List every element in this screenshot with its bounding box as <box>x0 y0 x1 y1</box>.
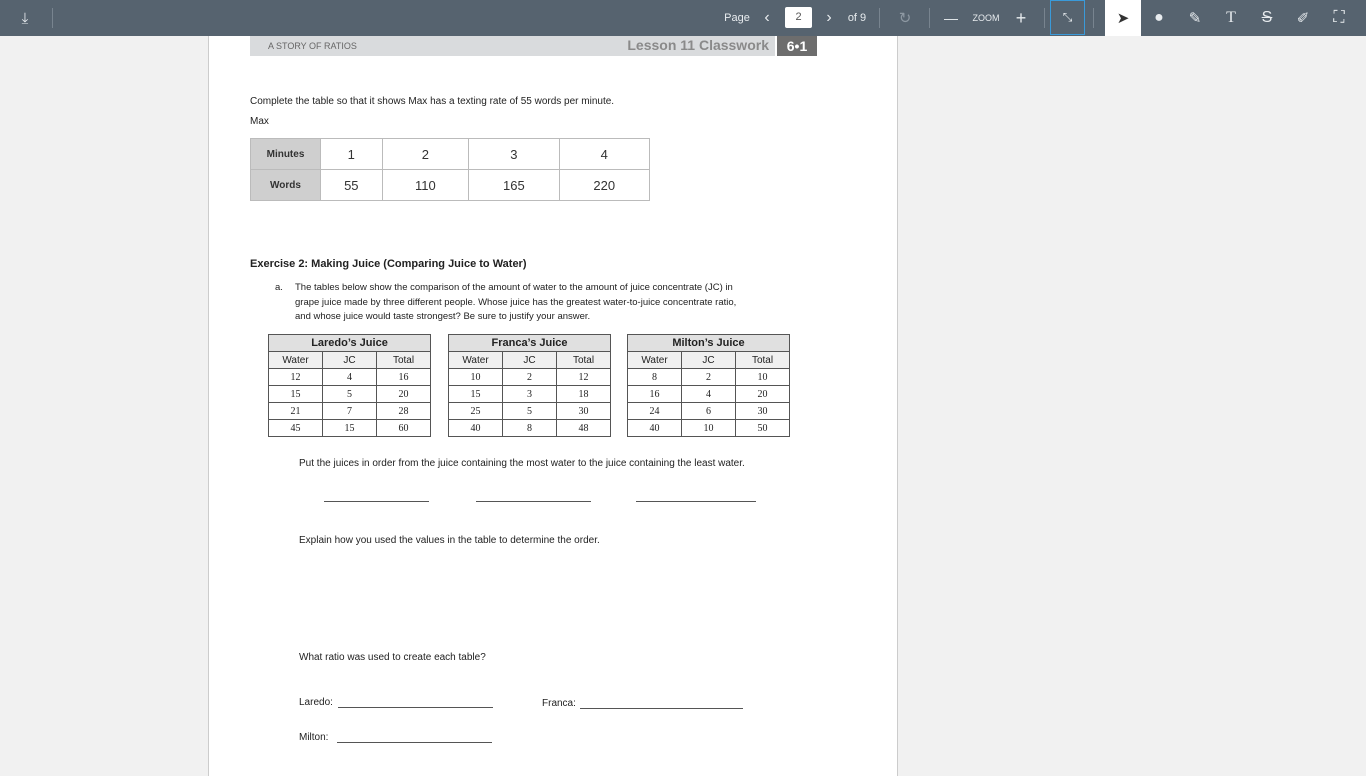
highlighter-icon[interactable]: ✎ <box>1188 10 1202 27</box>
table-row <box>628 403 790 420</box>
column-header: Total <box>377 352 431 369</box>
column-header: Water <box>449 352 503 369</box>
brush-icon[interactable]: ✐ <box>1296 10 1310 27</box>
table-row <box>269 386 431 403</box>
cell[interactable]: 165 <box>469 170 559 201</box>
cell[interactable]: 110 <box>382 170 469 201</box>
cell: 45 <box>269 420 323 437</box>
cell: 15 <box>323 420 377 437</box>
cell: 2 <box>503 369 557 386</box>
juice-table-title: Milton’s Juice <box>628 335 790 352</box>
cell: 20 <box>736 386 790 403</box>
cursor-icon: ➤ <box>1116 10 1130 27</box>
cell: 2 <box>682 369 736 386</box>
header-lesson: Lesson 11 Classwork <box>627 37 769 53</box>
table-row <box>628 369 790 386</box>
franca-answer-line[interactable] <box>580 708 743 709</box>
column-header: Water <box>628 352 682 369</box>
download-icon[interactable]: ⤓ <box>21 9 29 27</box>
ratio-prompt: What ratio was used to create each table? <box>299 652 486 663</box>
crop-icon[interactable]: ⛶ <box>1333 9 1345 26</box>
header-series: A STORY OF RATIOS <box>268 41 357 51</box>
cell: 16 <box>628 386 682 403</box>
column-header: JC <box>503 352 557 369</box>
cell: 8 <box>503 420 557 437</box>
select-tool-button[interactable] <box>1105 0 1141 36</box>
cell: 10 <box>736 369 790 386</box>
juice-table-title: Laredo’s Juice <box>269 335 431 352</box>
item-marker: a. <box>275 282 283 293</box>
zoom-label: ZOOM <box>972 13 1000 23</box>
strikethrough-icon[interactable]: S <box>1261 9 1273 26</box>
item-a-line: grape juice made by three different people. Whose juice has the greatest water-to-juice concentrate ratio, <box>295 297 737 308</box>
cell: 3 <box>503 386 557 403</box>
cell: 10 <box>449 369 503 386</box>
pdf-page <box>208 36 898 776</box>
milton-answer-line[interactable] <box>337 742 492 743</box>
cell[interactable]: 1 <box>321 139 383 170</box>
answer-line[interactable] <box>476 501 591 502</box>
page-header <box>250 36 775 56</box>
cell: 18 <box>557 386 611 403</box>
cell: 30 <box>736 403 790 420</box>
cell: 12 <box>269 369 323 386</box>
cell: 30 <box>557 403 611 420</box>
laredo-answer-line[interactable] <box>338 707 493 708</box>
cell[interactable]: 55 <box>321 170 383 201</box>
table-row <box>628 420 790 437</box>
answer-line[interactable] <box>324 501 429 502</box>
column-header: JC <box>323 352 377 369</box>
item-a-line: and whose juice would taste strongest? Be sure to justify your answer. <box>295 311 591 322</box>
milton-label: Milton: <box>299 732 329 743</box>
page-total: of 9 <box>847 12 867 24</box>
table-row <box>449 369 611 386</box>
module-badge: 6•1 <box>777 36 817 56</box>
page-input[interactable]: 2 <box>785 7 812 28</box>
cell: 6 <box>682 403 736 420</box>
pin-icon[interactable]: ● <box>1154 9 1164 26</box>
cell[interactable]: 4 <box>559 139 649 170</box>
juice-table-title: Franca’s Juice <box>449 335 611 352</box>
rotate-icon[interactable]: ↻ <box>898 10 912 27</box>
item-a-line: The tables below show the comparison of the amount of water to the amount of juice concentrate (JC) in <box>295 282 733 293</box>
text-tool-icon[interactable]: T <box>1226 9 1236 26</box>
intro-text: Complete the table so that it shows Max has a texting rate of 55 words per minute. <box>250 96 615 107</box>
fit-page-button[interactable] <box>1050 0 1085 35</box>
table-row <box>269 403 431 420</box>
cell: 48 <box>557 420 611 437</box>
order-prompt: Put the juices in order from the juice containing the most water to the juice containing the least water. <box>299 458 745 469</box>
explain-prompt: Explain how you used the values in the table to determine the order. <box>299 535 600 546</box>
table-row <box>449 420 611 437</box>
cell: 60 <box>377 420 431 437</box>
row-header: Words <box>251 170 321 201</box>
row-header: Minutes <box>251 139 321 170</box>
cell: 20 <box>377 386 431 403</box>
cell[interactable]: 220 <box>559 170 649 201</box>
column-header: Total <box>736 352 790 369</box>
laredo-label: Laredo: <box>299 697 333 708</box>
juice-table <box>627 334 790 437</box>
cell: 15 <box>269 386 323 403</box>
answer-line[interactable] <box>636 501 756 502</box>
cell: 40 <box>628 420 682 437</box>
juice-table <box>268 334 431 437</box>
column-header: Total <box>557 352 611 369</box>
cell: 12 <box>557 369 611 386</box>
table-row <box>269 369 431 386</box>
cell: 25 <box>449 403 503 420</box>
column-header: JC <box>682 352 736 369</box>
max-label: Max <box>250 116 269 127</box>
prev-page-icon[interactable]: ‹ <box>764 9 770 26</box>
cell: 5 <box>503 403 557 420</box>
franca-label: Franca: <box>542 698 576 709</box>
column-header: Water <box>269 352 323 369</box>
cell: 28 <box>377 403 431 420</box>
cell: 10 <box>682 420 736 437</box>
collapse-icon: ⤡ <box>1062 10 1073 24</box>
exercise-title: Exercise 2: Making Juice (Comparing Juice to Water) <box>250 258 527 270</box>
juice-table <box>448 334 611 437</box>
zoom-in-icon[interactable]: + <box>1015 7 1027 28</box>
cell: 16 <box>377 369 431 386</box>
max-table <box>250 138 650 201</box>
cell: 4 <box>682 386 736 403</box>
toolbar <box>0 0 1366 36</box>
cell: 50 <box>736 420 790 437</box>
table-row <box>449 403 611 420</box>
cell: 7 <box>323 403 377 420</box>
cell: 21 <box>269 403 323 420</box>
cell[interactable]: 3 <box>469 139 559 170</box>
cell: 8 <box>628 369 682 386</box>
cell: 40 <box>449 420 503 437</box>
cell: 24 <box>628 403 682 420</box>
cell: 5 <box>323 386 377 403</box>
next-page-icon[interactable]: › <box>826 9 832 26</box>
table-row <box>628 386 790 403</box>
cell: 15 <box>449 386 503 403</box>
table-row <box>449 386 611 403</box>
zoom-out-icon[interactable]: — <box>944 10 958 26</box>
cell[interactable]: 2 <box>382 139 469 170</box>
table-row <box>269 420 431 437</box>
page-label: Page <box>724 12 750 24</box>
cell: 4 <box>323 369 377 386</box>
